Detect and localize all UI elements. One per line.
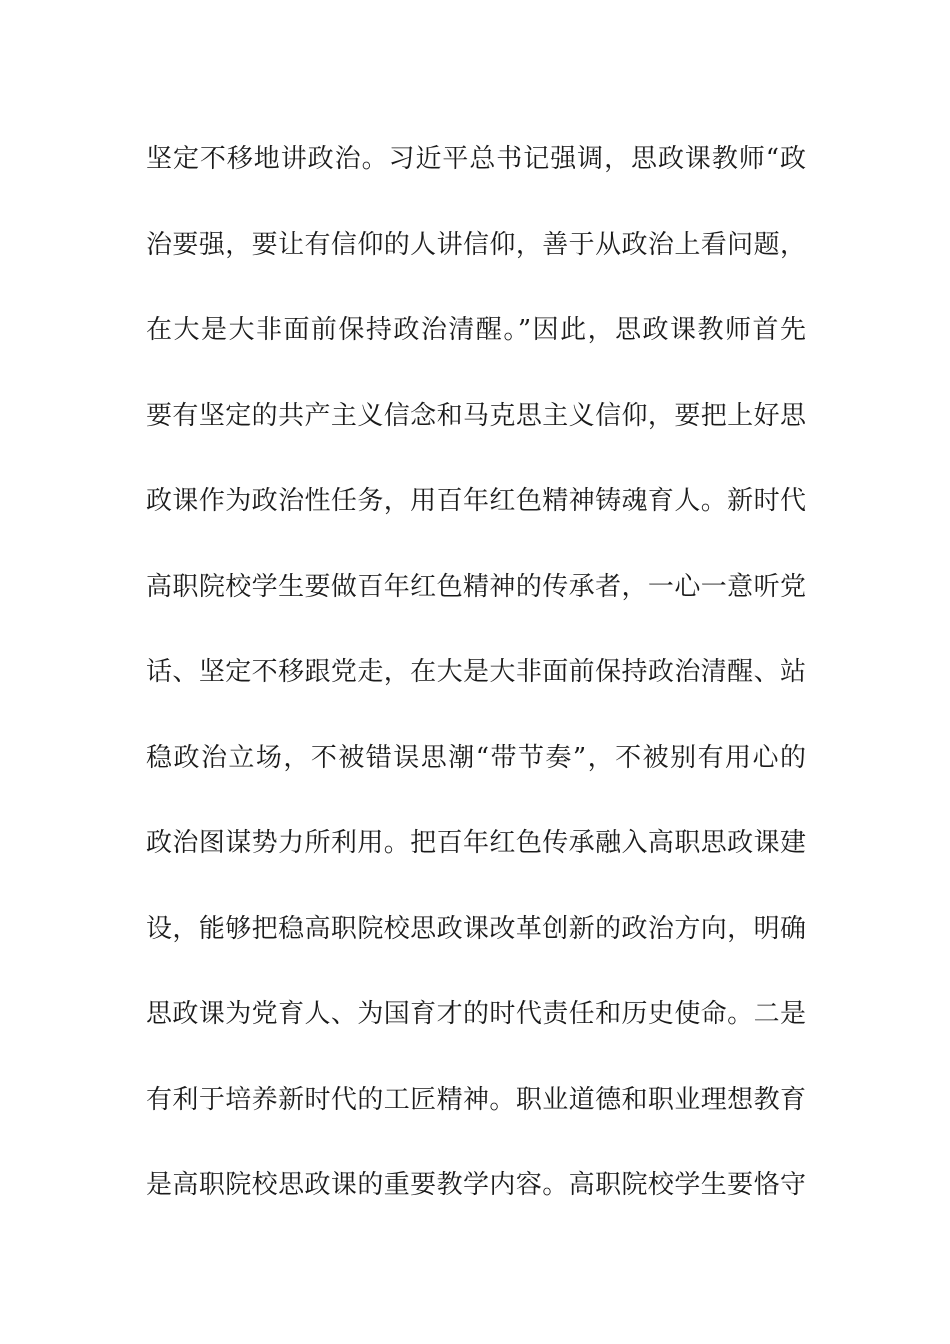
text-line: 高职院校学生要做百年红色精神的传承者，一心一意听党 (146, 571, 806, 602)
text-line: 思政课为党育人、为国育才的时代责任和历史使命。二是 (146, 999, 806, 1029)
text-line: 坚定不移地讲政治。习近平总书记强调，思政课教师“政 (146, 144, 806, 174)
body-text (146, 132, 806, 1244)
text-line: 有利于培养新时代的工匠精神。职业道德和职业理想教育 (146, 1084, 806, 1115)
text-line: 稳政治立场，不被错误思潮“带节奏”，不被别有用心的 (146, 742, 806, 773)
text-line: 要有坚定的共产主义信念和马克思主义信仰，要把上好思 (146, 400, 806, 431)
text-line: 设，能够把稳高职院校思政课改革创新的政治方向，明确 (146, 913, 806, 944)
text-line: 政课作为政治性任务，用百年红色精神铸魂育人。新时代 (146, 486, 806, 516)
text-line: 政治图谋势力所利用。把百年红色传承融入高职思政课建 (146, 828, 806, 858)
text-line: 是高职院校思政课的重要教学内容。高职院校学生要恪守 (146, 1170, 806, 1200)
text-line: 治要强，要让有信仰的人讲信仰，善于从政治上看问题， (146, 229, 806, 260)
text-line: 话、坚定不移跟党走，在大是大非面前保持政治清醒、站 (146, 657, 806, 687)
text-line: 在大是大非面前保持政治清醒。”因此，思政课教师首先 (146, 315, 806, 345)
